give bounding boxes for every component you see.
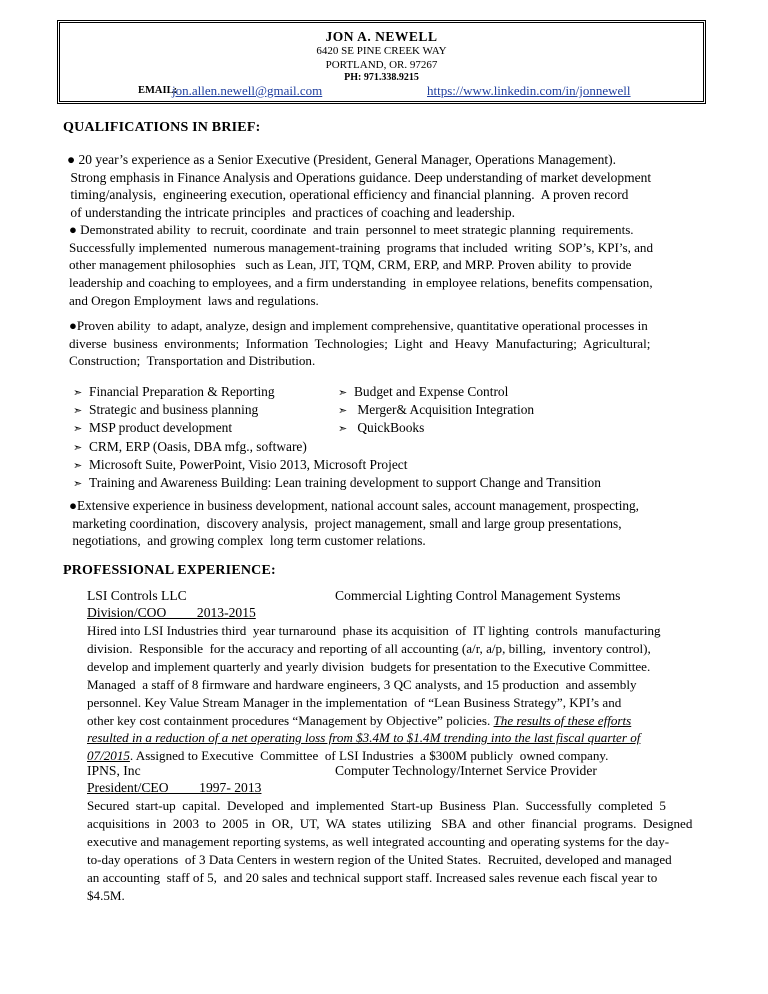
skill-item: Merger& Acquisition Integration xyxy=(354,402,535,418)
job-industry: Commercial Lighting Control Management Systems xyxy=(335,588,621,603)
skill-item: MSP product development xyxy=(89,420,233,436)
job-results-emphasis: a reduction of a net operating loss from $3.4M to $1.4M trending into the last fiscal quarter of xyxy=(142,730,641,746)
job-industry: Computer Technology/Internet Service Provider xyxy=(335,763,597,778)
job-description-tail: . Assigned to Executive Committee of LSI Industries a $300M publicly owned company. xyxy=(129,748,609,764)
job-description-text: Hired into LSI Industries third year turnaround phase its acquisition of IT lighting controls manufacturing division. Responsible for the accuracy and reporting of all accounting (a/r, a/p, billing, inventory control), develop and implement quarterly and yearly division budgets for presentation to the Executive Committee. Managed a staff of 8 firmware and hardware engineers, 3 QC analysts, and 15 production and assembly personnel. Key Value Stream Manager in the implementation of “Lean Business Strategy”, KPI’s and other key cost containment procedures “Management by Objective” policies. xyxy=(87,623,661,728)
skill-row xyxy=(73,419,601,437)
phone-number: PH: 971.338.9215 xyxy=(344,72,419,83)
arrow-bullet-icon: ➣ xyxy=(73,476,83,490)
skill-row xyxy=(73,383,601,401)
skill-row xyxy=(73,401,601,419)
arrow-bullet-icon: ➣ xyxy=(73,458,83,472)
arrow-bullet-icon: ➣ xyxy=(73,422,83,436)
job-role: President/CEO 1997- 2013 xyxy=(87,780,262,795)
skill-item: CRM, ERP (Oasis, DBA mfg., software) xyxy=(89,438,307,454)
job-description xyxy=(87,622,661,765)
qualification-paragraph-1: ● 20 year’s experience as a Senior Executive (President, General Manager, Operations Management). Strong emphasis in Finance Analysis and Operations guidance. Deep understanding of market development timing/analysis, engineering execution, operational efficiency and financial planning. A proven record of understanding the intricate principles and practices of coaching and leadership. xyxy=(67,152,652,221)
skill-row xyxy=(73,456,601,474)
skill-item: Strategic and business planning xyxy=(89,402,259,418)
job-results-emphasis: resulted in xyxy=(87,730,143,746)
applicant-name: JON A. NEWELL xyxy=(325,29,438,44)
job-results-emphasis: 07/2015 xyxy=(87,748,130,764)
skill-item: Training and Awareness Building: Lean training development to support Change and Transition xyxy=(89,474,601,490)
qualifications-heading: QUALIFICATIONS IN BRIEF: xyxy=(63,120,261,135)
arrow-bullet-icon: ➣ xyxy=(73,404,83,418)
job-company: LSI Controls LLC xyxy=(87,588,187,603)
skill-item: QuickBooks xyxy=(354,420,425,436)
experience-heading: PROFESSIONAL EXPERIENCE: xyxy=(63,563,276,578)
email-label: EMAIL: xyxy=(138,85,178,96)
address-line-1: 6420 SE PINE CREEK WAY xyxy=(316,45,447,57)
qualification-paragraph-3: ●Proven ability to adapt, analyze, design and implement comprehensive, quantitative operational processes in diverse business environments; Information Technologies; Light and Heavy Manufacturing; Agricultural; Construction; Transportation and Distribution. xyxy=(69,318,651,369)
job-role: Division/COO 2013-2015 xyxy=(87,605,256,620)
email-link[interactable]: jon.allen.newell@gmail.com xyxy=(172,83,323,98)
arrow-bullet-icon: ➣ xyxy=(338,386,348,399)
contact-header xyxy=(57,20,706,104)
job-results-emphasis: The results of these efforts xyxy=(493,712,632,728)
arrow-bullet-icon: ➣ xyxy=(73,440,83,454)
skill-item: Financial Preparation & Reporting xyxy=(89,384,275,399)
job-description: Secured start-up capital. Developed and implemented Start-up Business Plan. Successfully completed 5 acquisitions in 2003 to 2005 in OR, UT, WA states utilizing SBA and other financial programs. Designed executive and management reporting systems, as well integrated accounting and operating systems for the day- to-day operations of 3 Data Centers in western region of the United States. Recruited, developed and managed an accounting staff of 5, and 20 sales and technical support staff. Increased sales revenue each fiscal year to $4.5M. xyxy=(87,798,693,903)
qualification-paragraph-2: ● Demonstrated ability to recruit, coordinate and train personnel to meet strategic planning requirements. Successfully implemented numerous management-training programs that included writing SOP’s, KPI’s, and other management philosophies such as Lean, JIT, TQM, CRM, ERP, and MRP. Proven ability to provide leadership and coaching to employees, and a firm understanding in employee relations, benefits compensation, and Oregon Employment laws and regulations. xyxy=(69,222,654,308)
skill-row xyxy=(73,474,601,492)
linkedin-link[interactable]: https://www.linkedin.com/in/jonnewell xyxy=(427,83,631,98)
skill-item: Microsoft Suite, PowerPoint, Visio 2013, Microsoft Project xyxy=(89,456,408,472)
skills-list xyxy=(73,383,601,492)
skill-item: Budget and Expense Control xyxy=(354,384,509,399)
address-line-2: PORTLAND, OR. 97267 xyxy=(325,59,438,71)
qualification-paragraph-4: ●Extensive experience in business development, national account sales, account management, prospecting, marketing coordination, discovery analysis, project management, small and large group presentations, negotiations, and growing complex long term customer relations. xyxy=(69,498,640,549)
arrow-bullet-icon: ➣ xyxy=(338,422,348,436)
arrow-bullet-icon: ➣ xyxy=(338,404,348,418)
skill-row xyxy=(73,438,601,456)
arrow-bullet-icon: ➣ xyxy=(73,386,83,399)
job-company: IPNS, Inc xyxy=(87,763,141,778)
